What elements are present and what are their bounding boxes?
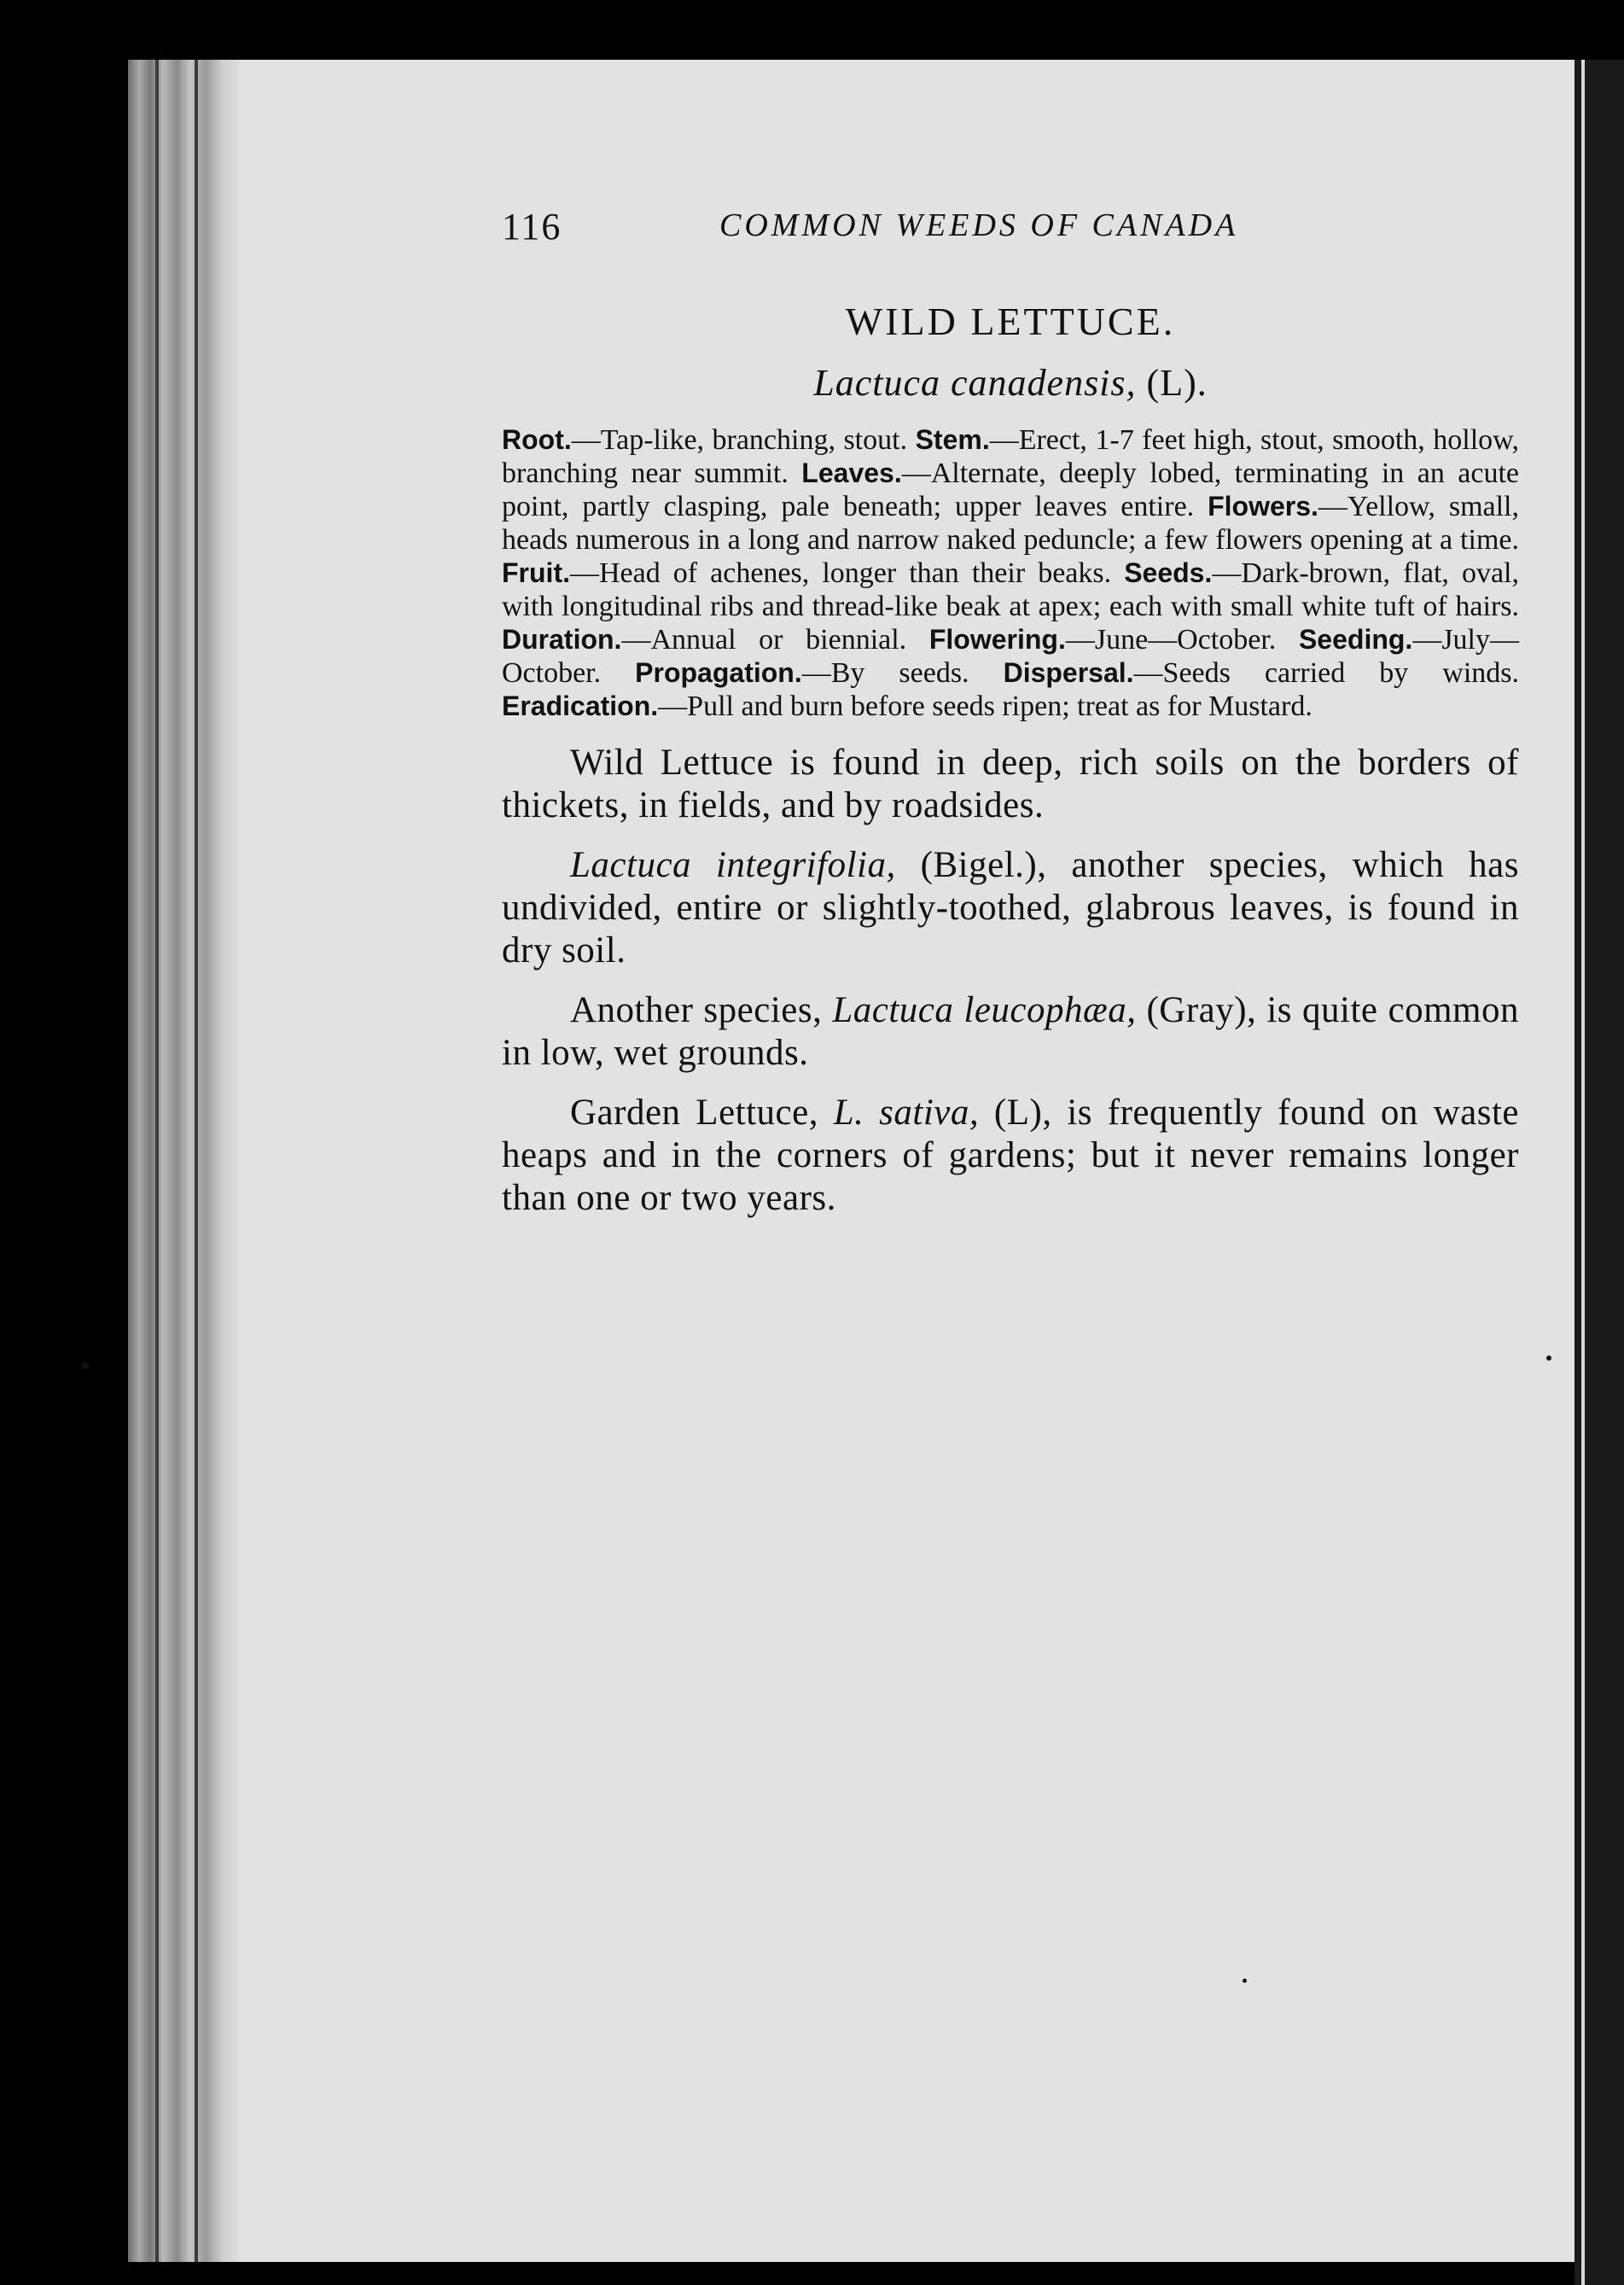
desc-text: —Annual or biennial. — [621, 624, 929, 656]
desc-label: Flowering. — [928, 624, 1066, 655]
desc-text: —June—October. — [1065, 624, 1299, 656]
desc-text: —Dark-brown, flat, oval, with longitudinal ribs and thread-like beak at apex; each with small white tuft of hairs. — [502, 557, 1519, 622]
latin-name-italic: Lactuca canadensis, — [813, 362, 1137, 404]
desc-label: Leaves. — [801, 458, 902, 488]
desc-text: —Head of achenes, longer than their beaks. — [569, 557, 1125, 589]
scan-speck — [82, 1362, 89, 1369]
paragraph-text: (Bigel.), another species, which has undivided, entire or slightly-toothed, glabrous leaves, is found in dry soil. — [502, 845, 1519, 971]
desc-text: —Pull and burn before seeds ripen; treat as for Mustard. — [658, 691, 1313, 722]
page-content — [502, 205, 1519, 1220]
paragraph-text: (L), is frequently found on waste heaps and in the corners of gardens; but it never remains longer than one or two years. — [502, 1093, 1520, 1218]
desc-text: —July—October. — [502, 624, 1519, 689]
page-edge-line — [195, 60, 198, 2262]
botanical-description — [502, 423, 1519, 723]
desc-text: —Erect, 1-7 feet high, stout, smooth, hollow, branching near summit. — [502, 424, 1519, 489]
running-head — [502, 205, 1519, 256]
desc-label: Seeds. — [1124, 557, 1213, 588]
desc-label: Duration. — [502, 624, 622, 655]
page-number: 116 — [502, 206, 562, 248]
desc-text: —Tap-like, branching, stout. — [571, 424, 916, 456]
desc-label: Propagation. — [635, 657, 802, 688]
scan-speck — [1243, 1979, 1247, 1983]
desc-text: —Yellow, small, heads numerous in a long and narrow naked peduncle; a few flowers opening at a time. — [502, 491, 1520, 556]
paragraph-habitat: Wild Lettuce is found in deep, rich soils on the borders of thickets, in fields, and by roadsides. — [502, 743, 1519, 825]
paragraph-text: Garden Lettuce, — [570, 1093, 834, 1133]
desc-text: —By seeds. — [801, 657, 1004, 689]
desc-label: Seeding. — [1298, 624, 1413, 655]
paragraph-integrifolia — [502, 844, 1519, 972]
desc-label: Eradication. — [502, 691, 659, 721]
scan-speck — [1546, 1355, 1551, 1361]
paragraph-text: Another species, — [570, 990, 833, 1030]
latin-author: (L). — [1146, 362, 1208, 404]
desc-label: Root. — [502, 424, 572, 455]
paragraph-text: (Gray), is quite common in low, wet grounds. — [502, 990, 1519, 1073]
species-name: Lactuca leucophæa, — [832, 990, 1137, 1030]
species-name: L. sativa, — [833, 1093, 980, 1133]
desc-text: —Seeds carried by winds. — [1133, 657, 1520, 689]
running-title: COMMON WEEDS OF CANADA — [719, 207, 1239, 243]
latin-name — [502, 361, 1519, 405]
paragraph-garden-lettuce — [502, 1092, 1519, 1220]
page-edge-line — [155, 60, 159, 2262]
next-page-edge — [1575, 60, 1624, 2285]
desc-label: Fruit. — [502, 557, 570, 588]
paragraph-leucophaea — [502, 989, 1519, 1075]
desc-label: Dispersal. — [1003, 657, 1134, 688]
desc-label: Flowers. — [1208, 491, 1318, 522]
desc-label: Stem. — [915, 424, 990, 455]
desc-text: —Alternate, deeply lobed, terminating in an acute point, partly clasping, pale beneath; upper leaves entire. — [502, 458, 1519, 522]
page-edges — [128, 60, 239, 2262]
species-name: Lactuca integrifolia, — [570, 845, 896, 885]
entry-title: WILD LETTUCE. — [845, 300, 1176, 343]
